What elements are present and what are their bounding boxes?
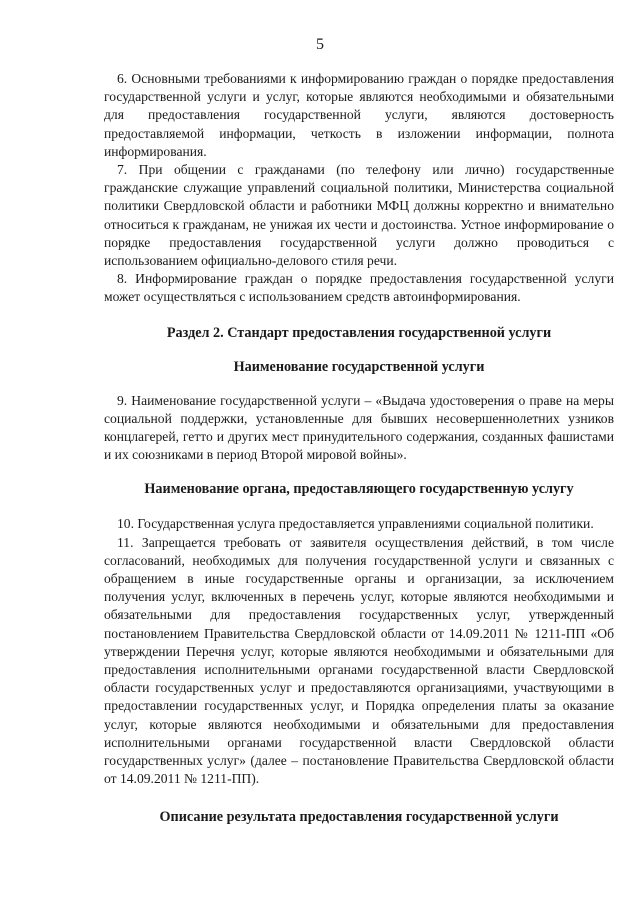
paragraph-6: 6. Основными требованиями к информированию граждан о порядке предоставления государственной услуги и услуг, которые являются необходимыми и обязательными для предоставления государственной услуги, являются достоверность предоставляемой информации, четкость в изложении информации, полнота информирования.: [104, 71, 614, 159]
paragraph-11: 11. Запрещается требовать от заявителя осуществления действий, в том числе согласований, необходимых для получения государственной услуги и связанных с обращением в иные государственные органы и организации, за исключением получения услуг, включенных в перечень услуг, которые являются необходимыми и обязательными для предоставления государственных услуг, утвержденный постановлением Правительства Свердловской области от 14.09.2011 № 1211-ПП «Об утверждении Перечня услуг, которые являются необходимыми и обязательными для предоставления исполнительными органами государственной власти Свердловской области государственных услуг и предоставляются организациями, участвующими в предоставлении государственных услуг, и Порядка определения платы за оказание услуг, которые являются необходимыми и обязательными для предоставления исполнительными органами государственной власти Свердловской области государственных услуг» (далее – постановление Правительства Свердловской области от 14.09.2011 № 1211-ПП).: [104, 534, 614, 787]
page-number: 5: [316, 36, 324, 53]
paragraph-10: 10. Государственная услуга предоставляется управлениями социальной политики.: [117, 516, 594, 532]
paragraph-7: 7. При общении с гражданами (по телефону или лично) государственные гражданские служащие управлений социальной политики, Министерства социальной политики Свердловской области и работники МФЦ должны корректно и внимательно относиться к гражданам, не унижая их чести и достоинства. Устное информирование о порядке предоставления государственной услуги должно проводиться с использованием официально-делового стиля речи.: [104, 162, 614, 269]
section-title: Раздел 2. Стандарт предоставления государственной услуги: [166, 324, 552, 341]
paragraph-8: 8. Информирование граждан о порядке предоставления государственной услуги может осуществляться с использованием средств автоинформирования.: [104, 271, 614, 305]
paragraph-9: 9. Наименование государственной услуги – «Выдача удостоверения о праве на меры социальной поддержки, установленные для бывших несовершеннолетних узников концлагерей, гетто и других мест принудительного содержания, созданных фашистами и их союзниками в период Второй мировой войны».: [104, 392, 614, 463]
heading-organ: Наименование органа, предоставляющего государственную услугу: [144, 481, 574, 498]
heading-service-name: Наименование государственной услуги: [233, 358, 485, 375]
heading-result: Описание результата предоставления государственной услуги: [159, 808, 559, 825]
document-body: [104, 70, 614, 826]
